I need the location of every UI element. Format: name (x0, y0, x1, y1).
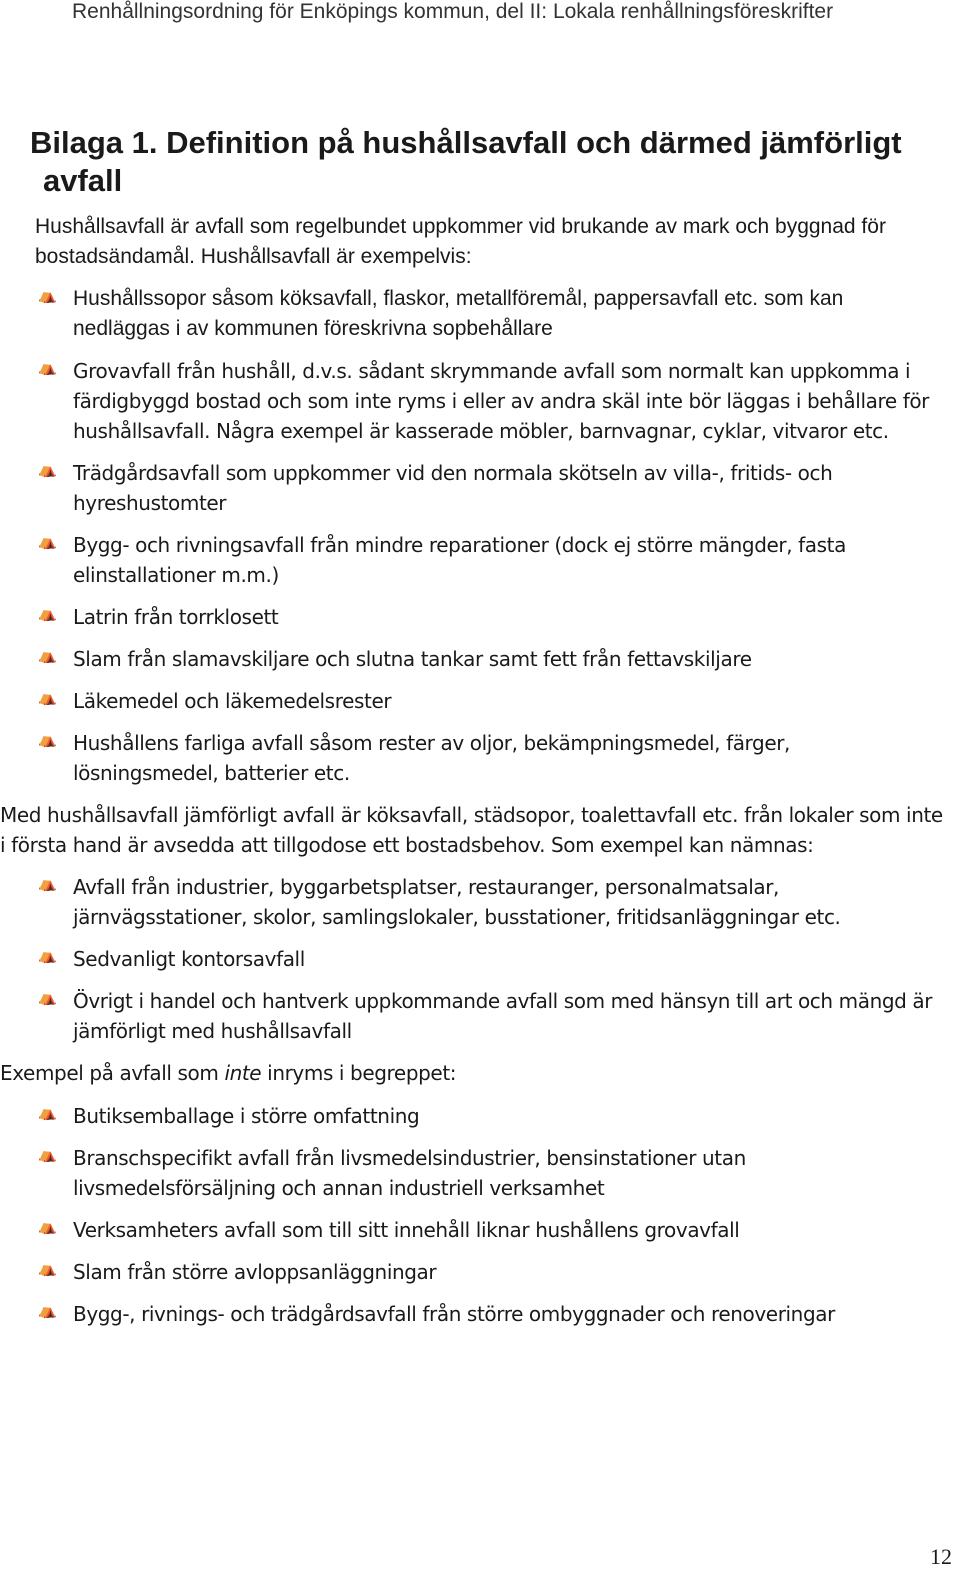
list-item-text: Bygg- och rivningsavfall från mindre reparationer (dock ej större mängder, fasta elinstallationer m.m.) (73, 533, 846, 587)
triangle-flag-icon: ⛺ (38, 460, 57, 478)
list-item (38, 530, 938, 590)
triangle-flag-icon: ⛺ (38, 532, 57, 550)
excluded-text-emphasis: inte (224, 1061, 262, 1085)
list-item (38, 728, 938, 788)
triangle-flag-icon: ⛺ (38, 646, 57, 664)
triangle-flag-icon: ⛺ (38, 1259, 57, 1277)
triangle-flag-icon: ⛺ (38, 1145, 57, 1163)
list-item (38, 986, 938, 1046)
title-line-1: Bilaga 1. Definition på hushållsavfall och därmed jämförligt (30, 125, 902, 160)
list-item-text: Bygg-, rivnings- och trädgårdsavfall från större ombyggnader och renoveringar (73, 1302, 835, 1326)
list-item (38, 944, 938, 974)
list-item (38, 1143, 938, 1203)
excluded-text-start: Exempel på avfall som (0, 1061, 225, 1085)
triangle-flag-icon: ⛺ (38, 286, 57, 304)
list-item-text: Hushållens farliga avfall såsom rester av oljor, bekämpningsmedel, färger, lösningsmedel, batterier etc. (73, 731, 791, 785)
list-item-text: Branschspecifikt avfall från livsmedelsindustrier, bensinstationer utan livsmedelsförsäljning och annan industriell verksamhet (73, 1146, 746, 1200)
triangle-flag-icon: ⛺ (38, 730, 57, 748)
page-number: 12 (930, 1544, 952, 1569)
list-item-text: Slam från större avloppsanläggningar (73, 1260, 437, 1284)
list-item-text: Grovavfall från hushåll, d.v.s. sådant skrymmande avfall som normalt kan uppkomma i färdigbyggd bostad och som inte ryms i eller av andra skäl inte bör läggas i behållare för hushållsavfall. Några exempel är kasserade möbler, barnvagnar, cyklar, vitvaror etc. (73, 359, 930, 443)
running-header: Renhållningsordning för Enköpings kommun, del II: Lokala renhållningsföreskrifter (72, 0, 834, 23)
triangle-flag-icon: ⛺ (38, 1301, 57, 1319)
triangle-flag-icon: ⛺ (38, 874, 57, 892)
comparable-waste-paragraph: Med hushållsavfall jämförligt avfall är köksavfall, städsopor, toalettavfall etc. från lokaler som inte i första hand är avsedda att tillgodose ett bostadsbehov. Som exempel kan nämnas: (0, 803, 943, 857)
list-item-text: Läkemedel och läkemedelsrester (73, 689, 392, 713)
list-item-text: Verksamheters avfall som till sitt innehåll liknar hushållens grovavfall (73, 1218, 740, 1242)
triangle-flag-icon: ⛺ (38, 688, 57, 706)
list-item (38, 356, 938, 446)
list-item-text: Sedvanligt kontorsavfall (73, 947, 305, 971)
list-item (38, 1101, 938, 1131)
triangle-flag-icon: ⛺ (38, 988, 57, 1006)
page-title (30, 124, 950, 200)
list-item-text: Hushållssopor såsom köksavfall, flaskor, metallföremål, pappersavfall etc. som kan nedläggas i av kommunen föreskrivna sopbehållare (73, 287, 844, 340)
list-item-text: Avfall från industrier, byggarbetsplatser, restauranger, personalmatsalar, järnvägsstationer, skolor, samlingslokaler, busstationer, fritidsanläggningar etc. (73, 875, 841, 929)
list-item-text: Latrin från torrklosett (73, 605, 279, 629)
list-item-text: Trädgårdsavfall som uppkommer vid den normala skötseln av villa-, fritids- och hyreshustomter (73, 461, 833, 515)
list-item (38, 1215, 938, 1245)
list-item (38, 602, 938, 632)
excluded-text-end: inryms i begreppet: (261, 1061, 457, 1085)
title-line-2: avfall (43, 163, 123, 198)
list-item (38, 458, 938, 518)
list-item-text: Slam från slamavskiljare och slutna tankar samt fett från fettavskiljare (73, 647, 752, 671)
list-item (38, 1257, 938, 1287)
list-item (38, 284, 938, 344)
list-item (38, 686, 938, 716)
triangle-flag-icon: ⛺ (38, 358, 57, 376)
triangle-flag-icon: ⛺ (38, 1103, 57, 1121)
list-item (38, 872, 938, 932)
list-item (38, 1299, 938, 1329)
excluded-waste-paragraph (0, 1058, 950, 1088)
triangle-flag-icon: ⛺ (38, 946, 57, 964)
list-item-text: Övrigt i handel och hantverk uppkommande avfall som med hänsyn till art och mängd är jämförligt med hushållsavfall (73, 989, 933, 1043)
triangle-flag-icon: ⛺ (38, 604, 57, 622)
list-item (38, 644, 938, 674)
list-item-text: Butiksemballage i större omfattning (73, 1104, 420, 1128)
intro-paragraph: Hushållsavfall är avfall som regelbundet uppkommer vid brukande av mark och byggnad för bostadsändamål. Hushållsavfall är exempelvis: (35, 215, 886, 268)
triangle-flag-icon: ⛺ (38, 1217, 57, 1235)
